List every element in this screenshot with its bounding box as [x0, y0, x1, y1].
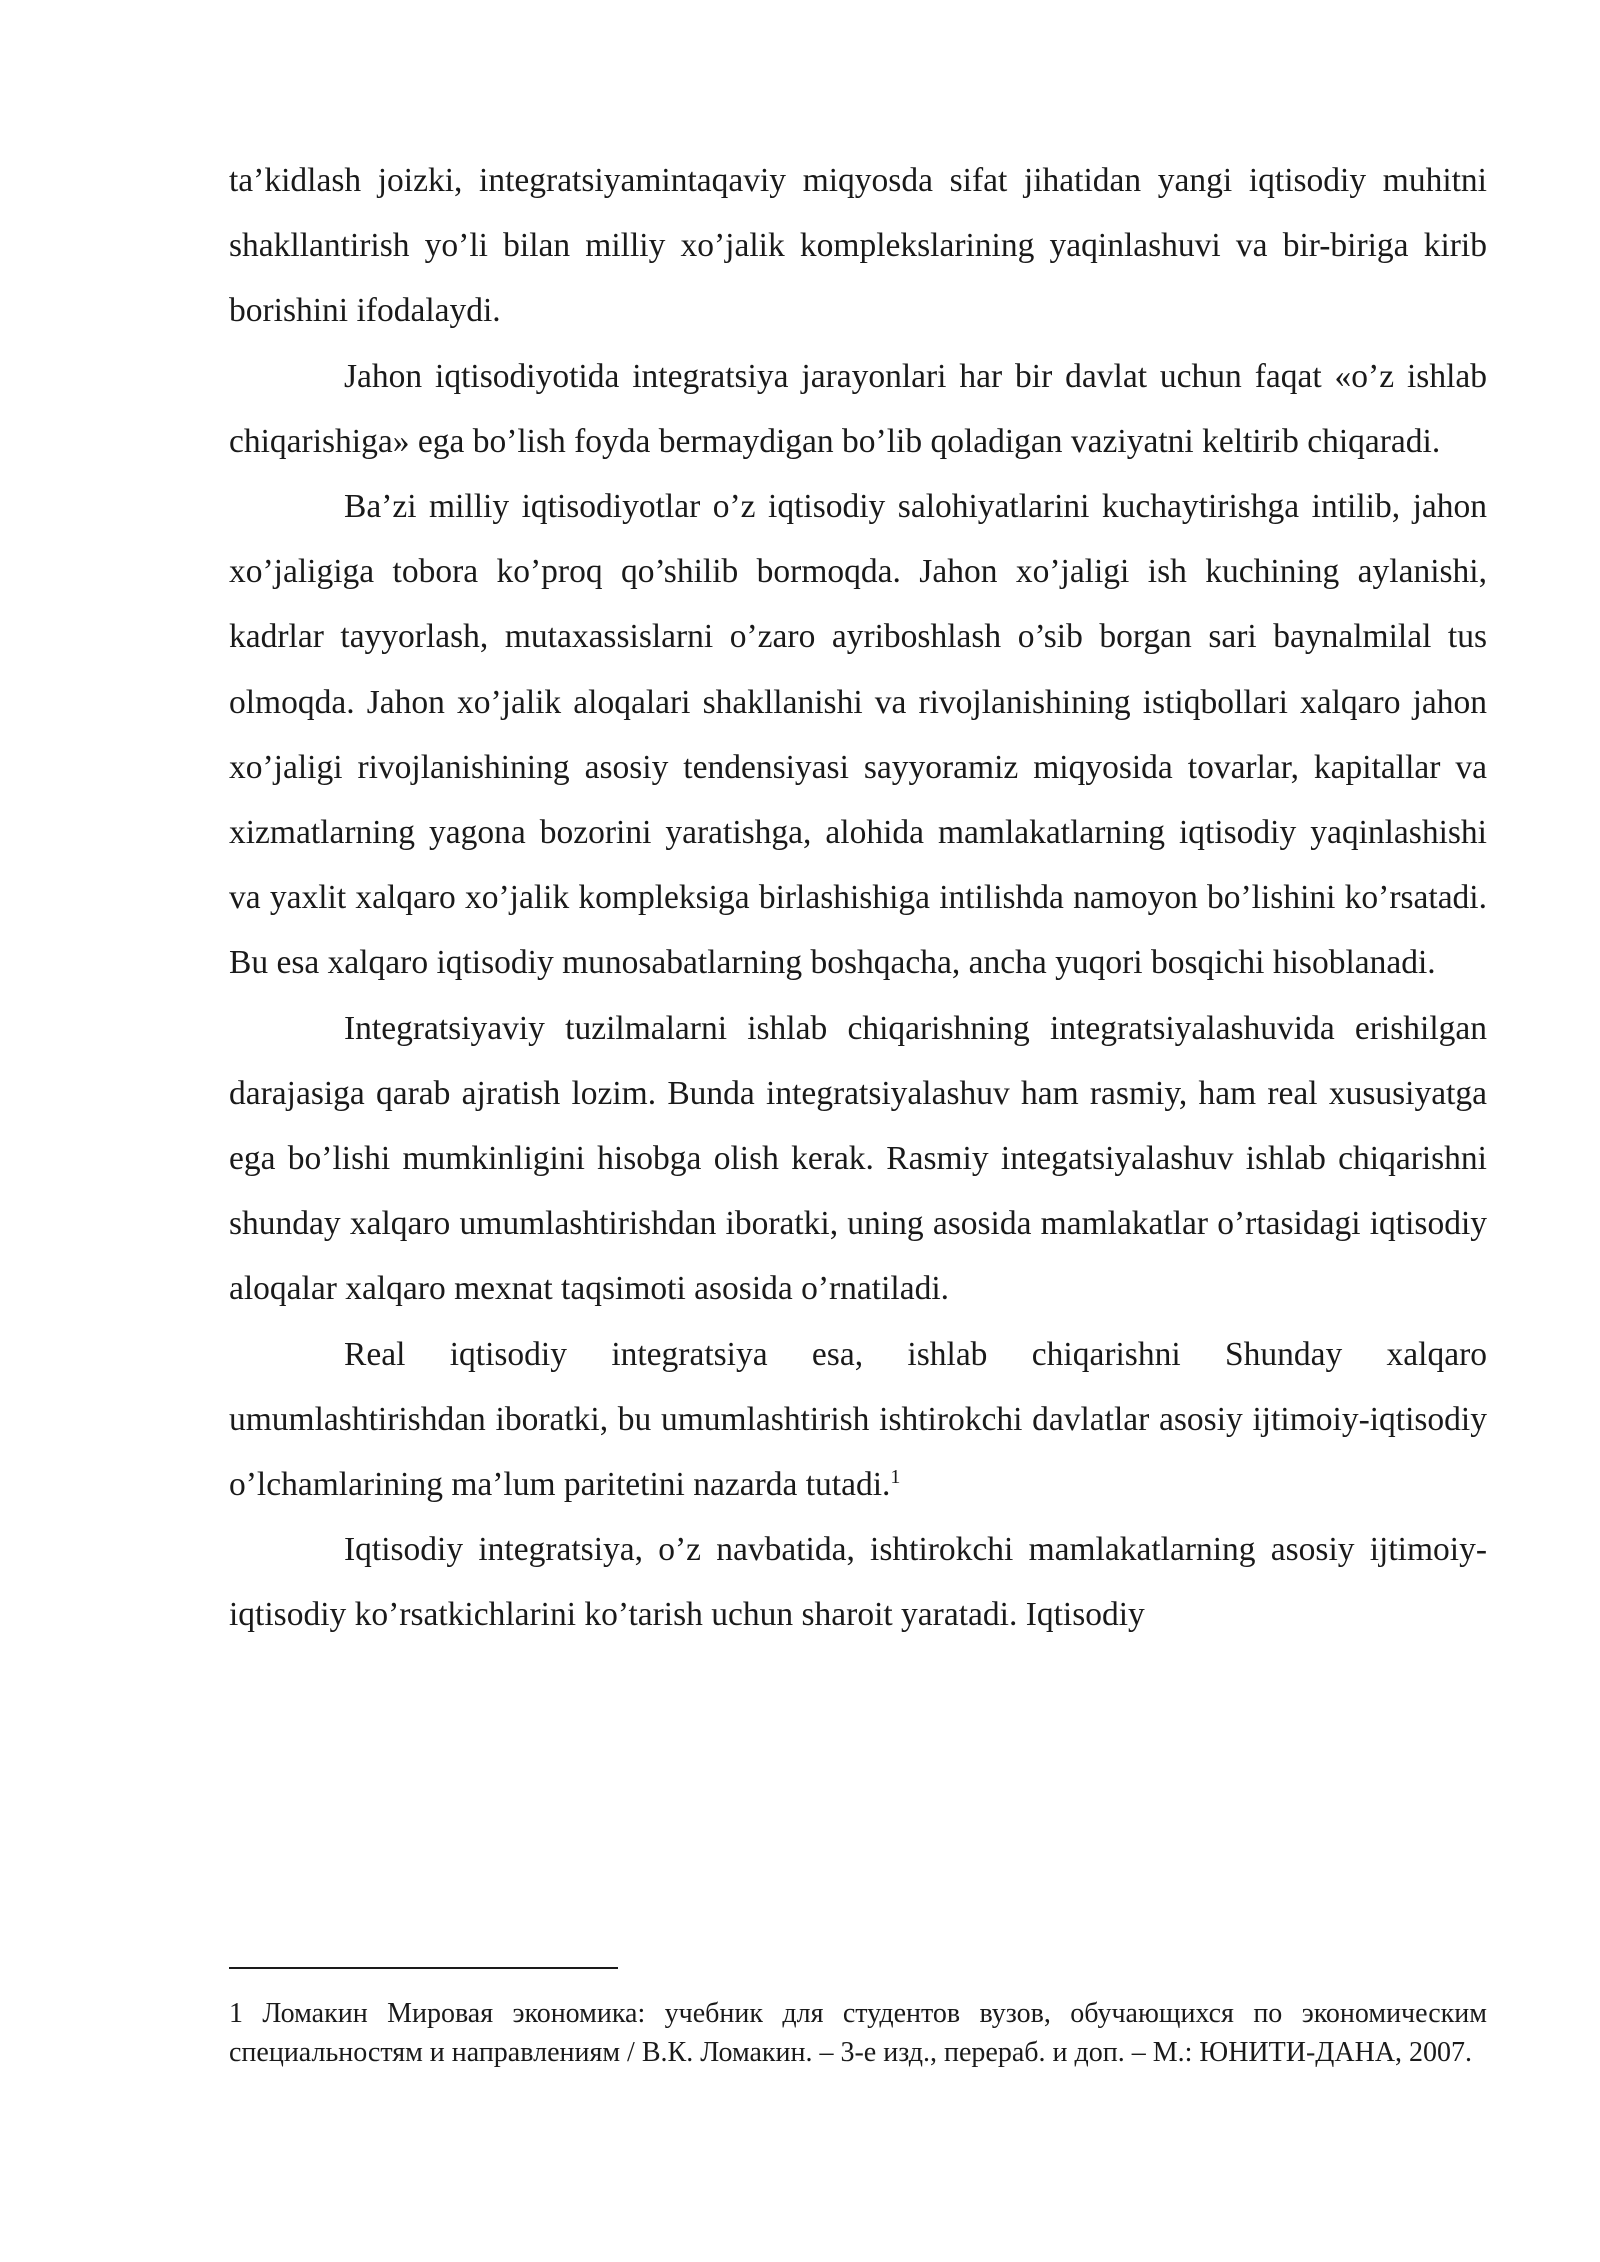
paragraph-continuation: ta’kidlash joizki, integratsiyamintaqaviy miqyosda sifat jihatidan yangi iqtisodiy muhitni shakllantirish yo’li bilan milliy xo’jalik komplekslarining yaqinlashuvi va bir-biriga kirib borishini ifodalaydi. — [229, 162, 1487, 330]
paragraph: Integratsiyaviy tuzilmalarni ishlab chiqarishning integratsiyalashuvida erishilgan darajasiga qarab ajratish lozim. Bunda integratsiyalashuv ham rasmiy, ham real xususiyatga ega bo’lishi mumkinligini hisobga olish kerak. Rasmiy integatsiyalashuv ishlab chiqarishni shunday xalqaro umumlashtirishdan iboratki, uning asosida mamlakatlar o’rtasidagi iqtisodiy aloqalar xalqaro mexnat taqsimoti asosida o’rnatiladi. — [229, 1009, 1487, 1308]
paragraph: Iqtisodiy integratsiya, o’z navbatida, ishtirokchi mamlakatlarning asosiy ijtimoiy-iqtisodiy ko’rsatkichlarini ko’tarish uchun sharoit yaratadi. Iqtisodiy — [229, 1531, 1487, 1634]
paragraph-text: Real iqtisodiy integratsiya esa, ishlab chiqarishni Shunday xalqaro umumlashtirishdan iboratki, bu umumlashtirish ishtirokchi davlatlar asosiy ijtimoiy-iqtisodiy o’lchamlarining ma’lum paritetini nazarda tutadi. — [229, 1335, 1487, 1504]
footnote-text: 1 Ломакин Мировая экономика: учебник для студентов вузов, обучающихся по экономическим специальностям и направлениям / В.К. Ломакин. – 3-е изд., перераб. и доп. – М.: ЮНИТИ-ДАНА, 2007. — [229, 1998, 1487, 2068]
footnote-reference[interactable]: 1 — [890, 1465, 901, 1488]
paragraph: Jahon iqtisodiyotida integratsiya jarayonlari har bir davlat uchun faqat «o’z ishlab chiqarishiga» ega bo’lish foyda bermaydigan bo’lib qoladigan vaziyatni keltirib chiqaradi. — [229, 357, 1487, 460]
body-text — [229, 148, 1487, 1648]
paragraph: Ba’zi milliy iqtisodiyotlar o’z iqtisodiy salohiyatlarini kuchaytirishga intilib, jahon xo’jaligiga tobora ko’proq qo’shilib bormoqda. Jahon xo’jaligi ish kuchining aylanishi, kadrlar tayyorlash, mutaxassislarni o’zaro ayriboshlash o’sib borgan sari baynalmilal tus olmoqda. Jahon xo’jalik aloqalari shakllanishi va rivojlanishining istiqbollari xalqaro jahon xo’jaligi rivojlanishining asosiy tendensiyasi sayyoramiz miqyosida tovarlar, kapitallar va xizmatlarning yagona bozorini yaratishga, alohida mamlakatlarning iqtisodiy yaqinlashishi va yaxlit xalqaro xo’jalik kompleksiga birlashishiga intilishda namoyon bo’lishini ko’rsatadi. Bu esa xalqaro iqtisodiy munosabatlarning boshqacha, ancha yuqori bosqichi hisoblanadi. — [229, 488, 1487, 982]
paragraph-with-footnote — [229, 1322, 1487, 1518]
footnote-separator — [229, 1967, 618, 1969]
